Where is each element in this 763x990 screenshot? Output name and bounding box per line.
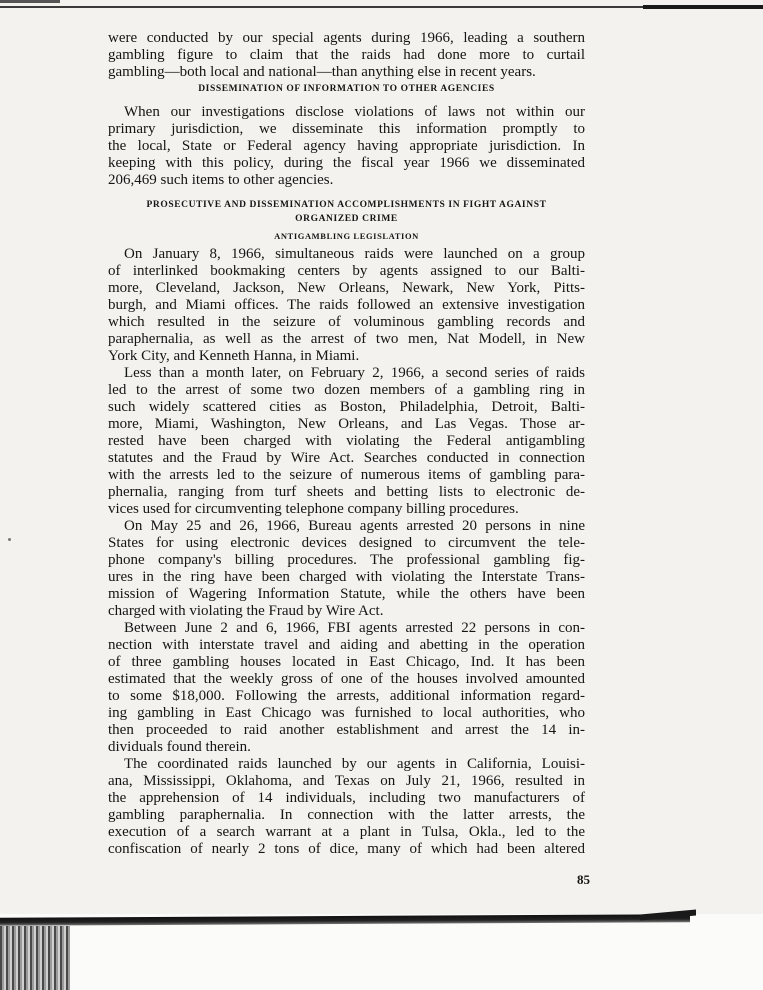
text-line: primary jurisdiction, we disseminate this information promptly to (108, 121, 585, 137)
text-line: charged with violating the Fraud by Wire Act. (108, 603, 384, 619)
text-line: York City, and Kenneth Hanna, in Miami. (108, 348, 360, 364)
text-line: led to the arrest of some two dozen members of a gambling ring in (108, 382, 585, 398)
text-line: 206,469 such items to other agencies. (108, 172, 334, 188)
text-line: more, Cleveland, Jackson, New Orleans, Newark, New York, Pitts- (108, 280, 585, 296)
text-line: vices used for circumventing telephone company billing procedures. (108, 501, 519, 517)
text-line: such widely scattered cities as Boston, Philadelphia, Detroit, Balti- (108, 399, 585, 415)
text-line: were conducted by our special agents during 1966, leading a southern (108, 30, 585, 46)
text-line: phernalia, ranging from turf sheets and betting lists to electronic de- (108, 484, 585, 500)
text-line: the apprehension of 14 individuals, including two manufacturers of (108, 790, 585, 806)
page-number: 85 (577, 872, 590, 887)
text-line: statutes and the Fraud by Wire Act. Searches conducted in connection (108, 450, 585, 466)
text-line: of three gambling houses located in East Chicago, Ind. It has been (108, 654, 585, 670)
text-line: rested have been charged with violating the Federal antigambling (108, 433, 585, 449)
text-line: dividuals found therein. (108, 739, 251, 755)
scan-binding-edge (0, 926, 70, 990)
text-line: the local, State or Federal agency having appropriate jurisdiction. In (108, 138, 585, 154)
text-line: to some $18,000. Following the arrests, additional information regard- (108, 688, 585, 704)
text-line: ing gambling in East Chicago was furnished to local authorities, who (108, 705, 585, 721)
section-subheading: ANTIGAMBLING LEGISLATION (274, 231, 419, 241)
text-line: ures in the ring have been charged with violating the Interstate Trans- (108, 569, 585, 585)
section-heading-continued: ORGANIZED CRIME (295, 214, 398, 224)
text-line: When our investigations disclose violations of laws not within our (124, 104, 585, 120)
section-heading: DISSEMINATION OF INFORMATION TO OTHER AGENCIES (198, 84, 495, 94)
text-line: gambling figure to claim that the raids had done more to curtail (108, 47, 585, 63)
text-line: phone company's billing procedures. The professional gambling fig- (108, 552, 585, 568)
text-line: gambling paraphernalia. In connection with the latter arrests, the (108, 807, 585, 823)
text-line: burgh, and Miami offices. The raids followed an extensive investigation (108, 297, 585, 313)
text-line: estimated that the weekly gross of one of the houses involved amounted (108, 671, 585, 687)
scan-bottom-margin (0, 914, 763, 990)
text-line: paraphernalia, as well as the arrest of two men, Nat Modell, in New (108, 331, 585, 347)
text-line: execution of a search warrant at a plant in Tulsa, Okla., led to the (108, 824, 585, 840)
text-line: On May 25 and 26, 1966, Bureau agents arrested 20 persons in nine (124, 518, 585, 534)
text-line: On January 8, 1966, simultaneous raids were launched on a group (124, 246, 585, 262)
text-line: Between June 2 and 6, 1966, FBI agents arrested 22 persons in con- (124, 620, 585, 636)
text-line: confiscation of nearly 2 tons of dice, many of which had been altered (108, 841, 585, 857)
text-line: States for using electronic devices designed to circumvent the tele- (108, 535, 585, 551)
text-line: keeping with this policy, during the fiscal year 1966 we disseminated (108, 155, 585, 171)
text-line: ana, Mississippi, Oklahoma, and Texas on July 21, 1966, resulted in (108, 773, 585, 789)
scan-speck (8, 538, 11, 541)
scan-corner-mark (0, 0, 60, 3)
text-line: more, Miami, Washington, New Orleans, and Las Vegas. Those ar- (108, 416, 585, 432)
text-line: then proceeded to raid another establishment and arrest the 14 in- (108, 722, 585, 738)
section-heading: PROSECUTIVE AND DISSEMINATION ACCOMPLISHMENTS IN FIGHT AGAINST (146, 200, 547, 210)
text-line: with the arrests led to the seizure of numerous items of gambling para- (108, 467, 585, 483)
text-line: which resulted in the seizure of voluminous gambling records and (108, 314, 585, 330)
text-line: Less than a month later, on February 2, 1966, a second series of raids (124, 365, 585, 381)
scan-top-rule (0, 6, 763, 8)
text-line: gambling—both local and national—than anything else in recent years. (108, 64, 536, 80)
text-line: of interlinked bookmaking centers by agents assigned to our Balti- (108, 263, 585, 279)
text-line: mission of Wagering Information Statute, while the others have been (108, 586, 585, 602)
text-line: nection with interstate travel and aiding and abetting in the operation (108, 637, 585, 653)
text-line: The coordinated raids launched by our agents in California, Louisi- (124, 756, 585, 772)
